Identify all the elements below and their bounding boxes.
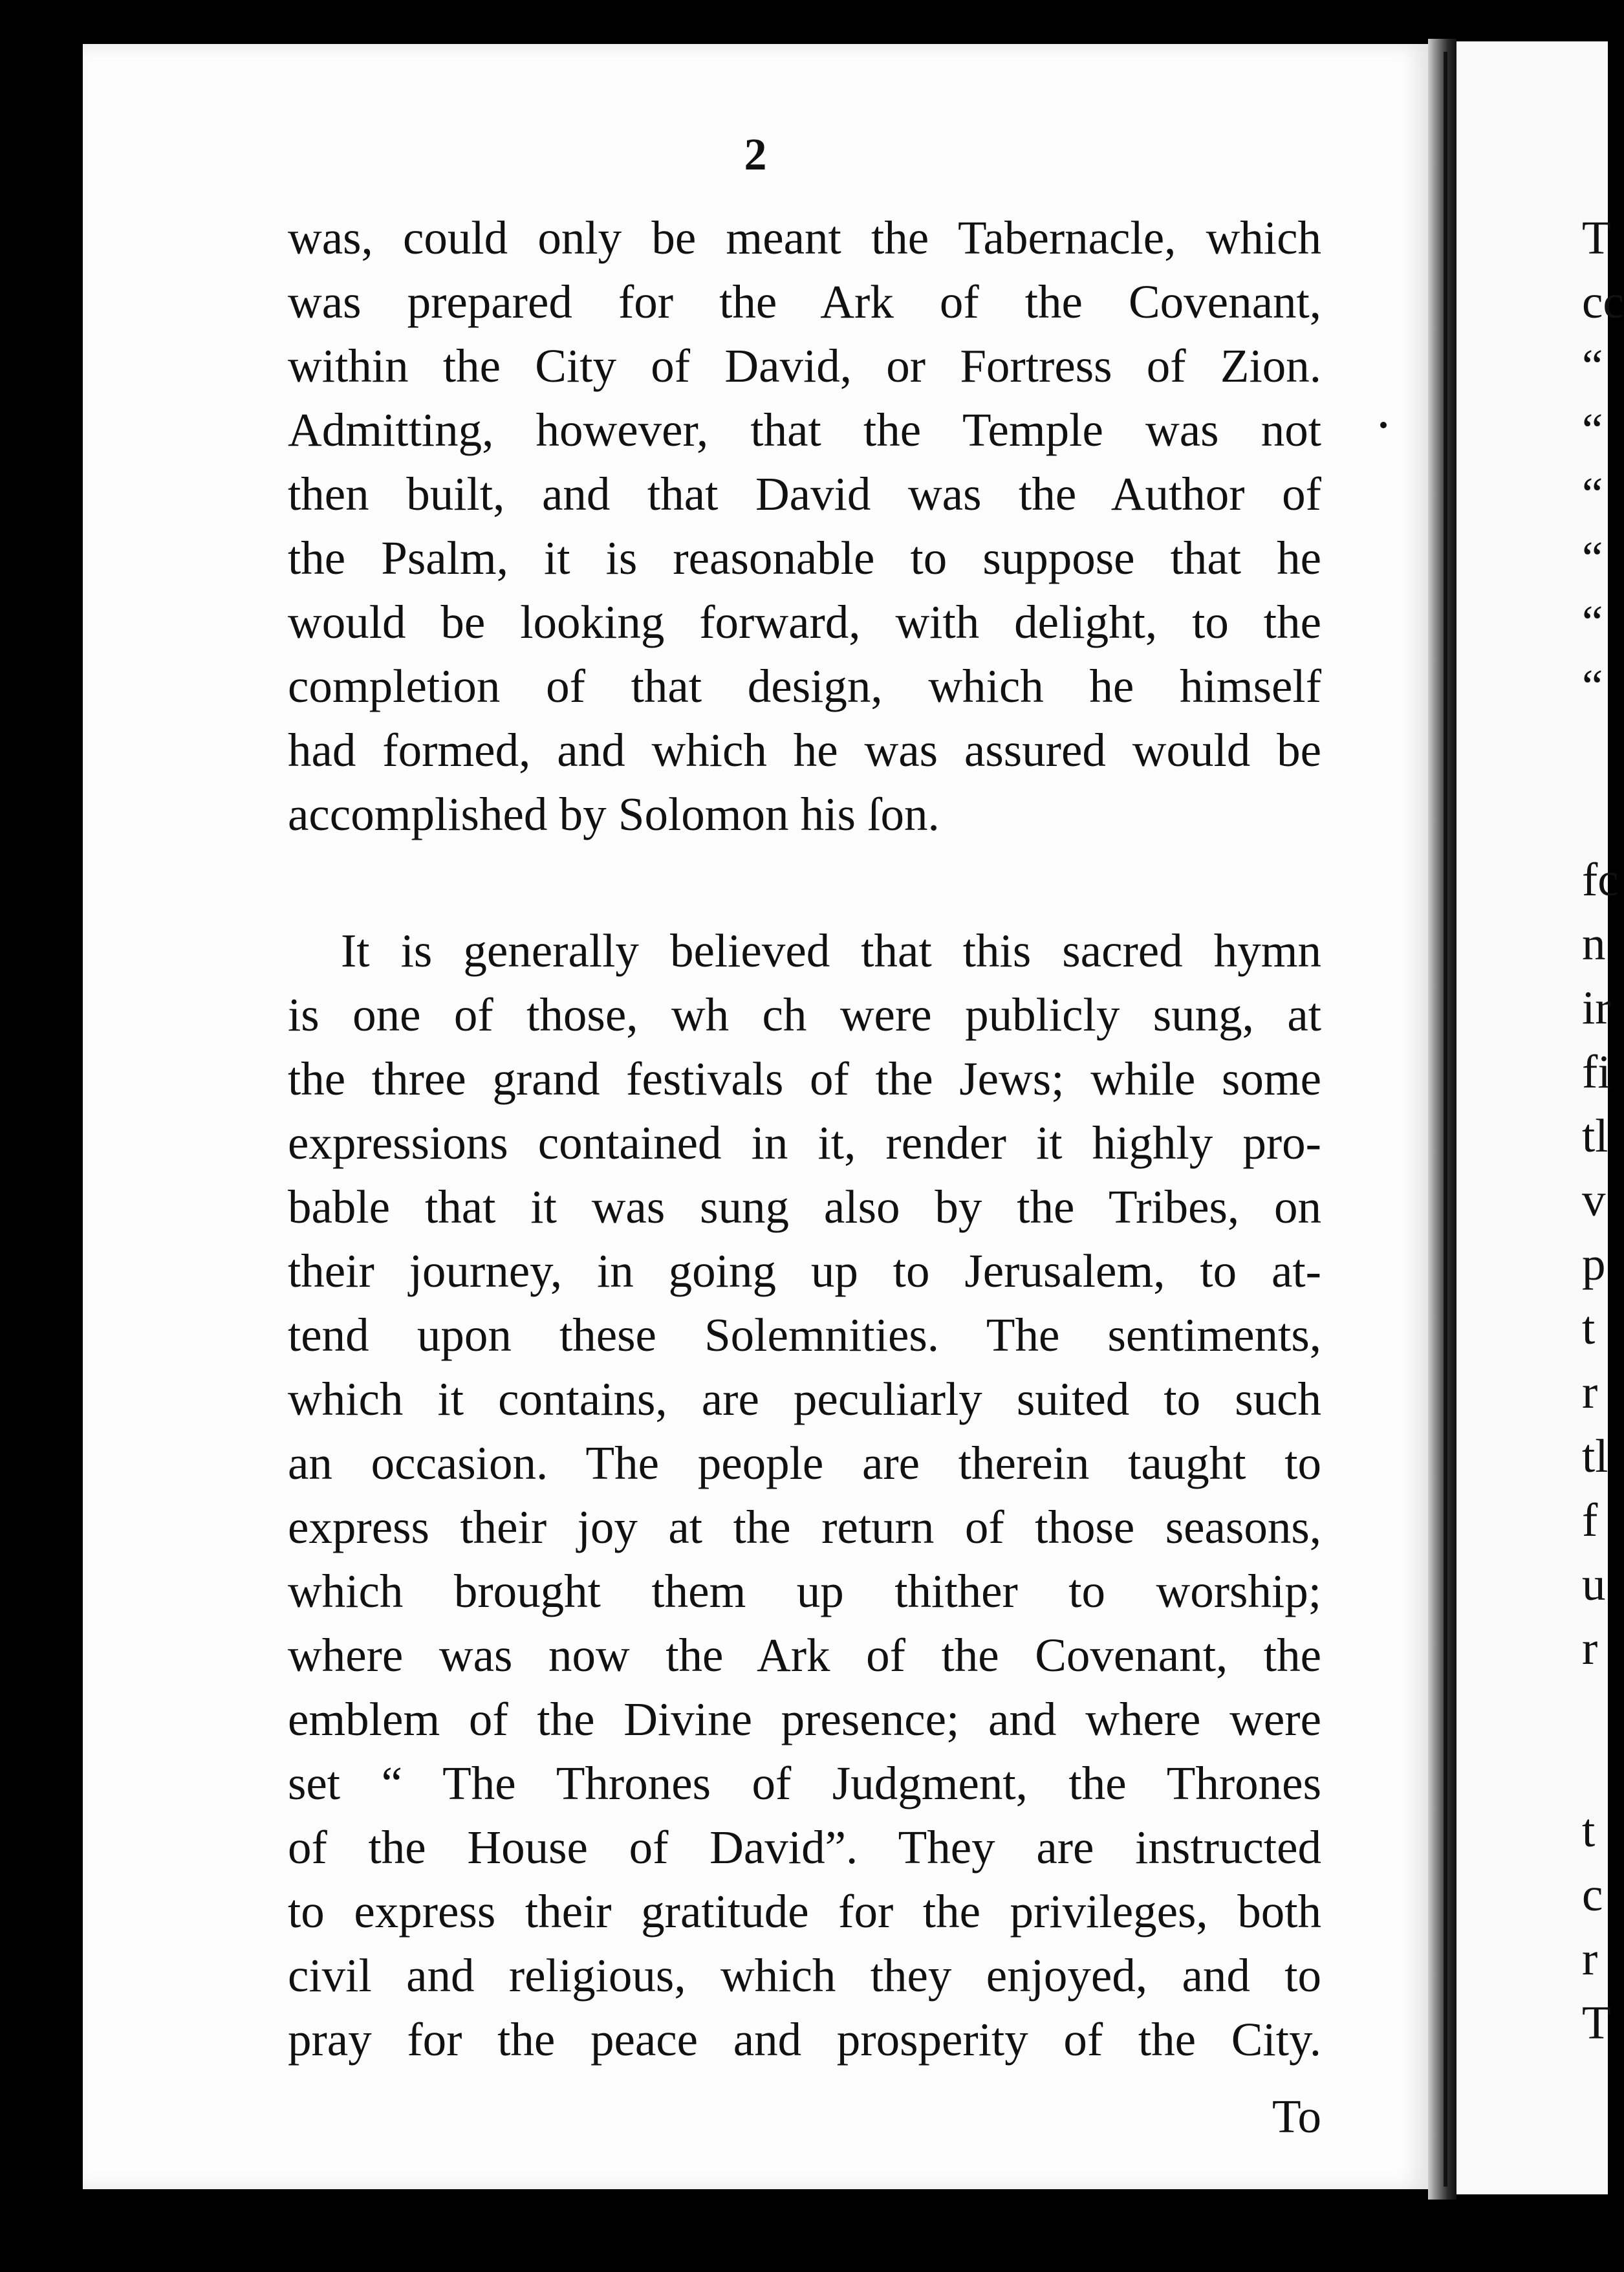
facing-page-fragments-top: [1582, 206, 1624, 718]
book-gutter: [1428, 39, 1456, 2200]
fragment: T: [1582, 1996, 1611, 2049]
text-line: which it contains, are peculiarly suited to such: [288, 1373, 1321, 1425]
fragment: t: [1582, 1804, 1596, 1857]
page-number: 2: [744, 130, 767, 180]
fragment: cc: [1582, 276, 1624, 328]
text-line: is one of those, wh ch were publicly sung, at: [288, 989, 1321, 1041]
fragment: t: [1582, 1302, 1596, 1354]
fragment: tl: [1582, 1109, 1608, 1162]
text-line: was prepared for the Ark of the Covenant,: [288, 276, 1321, 328]
text-line: to express their gratitude for the privileges, both: [288, 1885, 1321, 1938]
fragment: p: [1582, 1238, 1606, 1290]
text-line: the Psalm, it is reasonable to suppose that he: [288, 532, 1321, 584]
fragment: “: [1582, 660, 1603, 712]
catchword: To: [1272, 2090, 1321, 2143]
fragment: tl: [1582, 1430, 1608, 1482]
text-line: completion of that design, which he himself: [288, 660, 1321, 712]
fragment: r: [1582, 1622, 1598, 1674]
text-line: emblem of the Divine presence; and where were: [288, 1693, 1321, 1745]
text-line: would be looking forward, with delight, to the: [288, 596, 1321, 648]
fragment: r: [1582, 1932, 1598, 1985]
text-line: bable that it was sung also by the Tribes, on: [288, 1181, 1321, 1233]
facing-page-fragments-bottom: [1582, 1798, 1611, 2055]
text-line: an occasion. The people are therein taught to: [288, 1437, 1321, 1489]
text-line: which brought them up thither to worship;: [288, 1565, 1321, 1617]
text-line: their journey, in going up to Jerusalem, to at-: [288, 1245, 1321, 1297]
fragment: “: [1582, 596, 1603, 648]
fragment: “: [1582, 532, 1603, 584]
fragment: n: [1582, 917, 1606, 970]
text-line: the three grand festivals of the Jews; while some: [288, 1053, 1321, 1105]
ink-speck: [1380, 422, 1387, 428]
text-line: expressions contained in it, render it highly pro-: [288, 1117, 1321, 1169]
text-line: accomplished by Solomon his ſon.: [288, 788, 940, 840]
fragment: “: [1582, 340, 1603, 392]
fragment: u: [1582, 1558, 1606, 1610]
text-line: where was now the Ark of the Covenant, the: [288, 1629, 1321, 1681]
text-line: then built, and that David was the Author of: [288, 468, 1321, 520]
text-line: within the City of David, or Fortress of Zion.: [288, 340, 1321, 392]
text-line: Admitting, however, that the Temple was not: [288, 404, 1321, 456]
text-line: had formed, and which he was assured would be: [288, 724, 1321, 776]
facing-page-fragments-middle: [1582, 847, 1619, 1680]
fragment: r: [1582, 1366, 1598, 1418]
text-line: was, could only be meant the Tabernacle, which: [288, 212, 1321, 264]
paragraph-2: [288, 919, 1321, 2071]
gutter-shadow: [1444, 52, 1447, 2187]
fragment: fi: [1582, 1045, 1611, 1098]
fragment: T: [1582, 212, 1611, 264]
text-line: pray for the peace and prosperity of the City.: [288, 2013, 1321, 2066]
paragraph-1: [288, 206, 1321, 846]
text-line: of the House of David”. They are instructed: [288, 1821, 1321, 1873]
fragment: c: [1582, 1868, 1603, 1921]
fragment: “: [1582, 404, 1603, 456]
text-line: set “ The Thrones of Judgment, the Thrones: [288, 1757, 1321, 1809]
fragment: ir: [1582, 981, 1611, 1034]
text-line: express their joy at the return of those seasons,: [288, 1501, 1321, 1553]
fragment: f: [1582, 1494, 1598, 1546]
fragment: fc: [1582, 853, 1619, 906]
text-line: tend upon these Solemnities. The sentiments,: [288, 1309, 1321, 1361]
fragment: “: [1582, 468, 1603, 520]
fragment: v: [1582, 1174, 1606, 1226]
text-line: civil and religious, which they enjoyed, and to: [288, 1949, 1321, 2002]
text-line: It is generally believed that this sacred hymn: [341, 924, 1321, 977]
